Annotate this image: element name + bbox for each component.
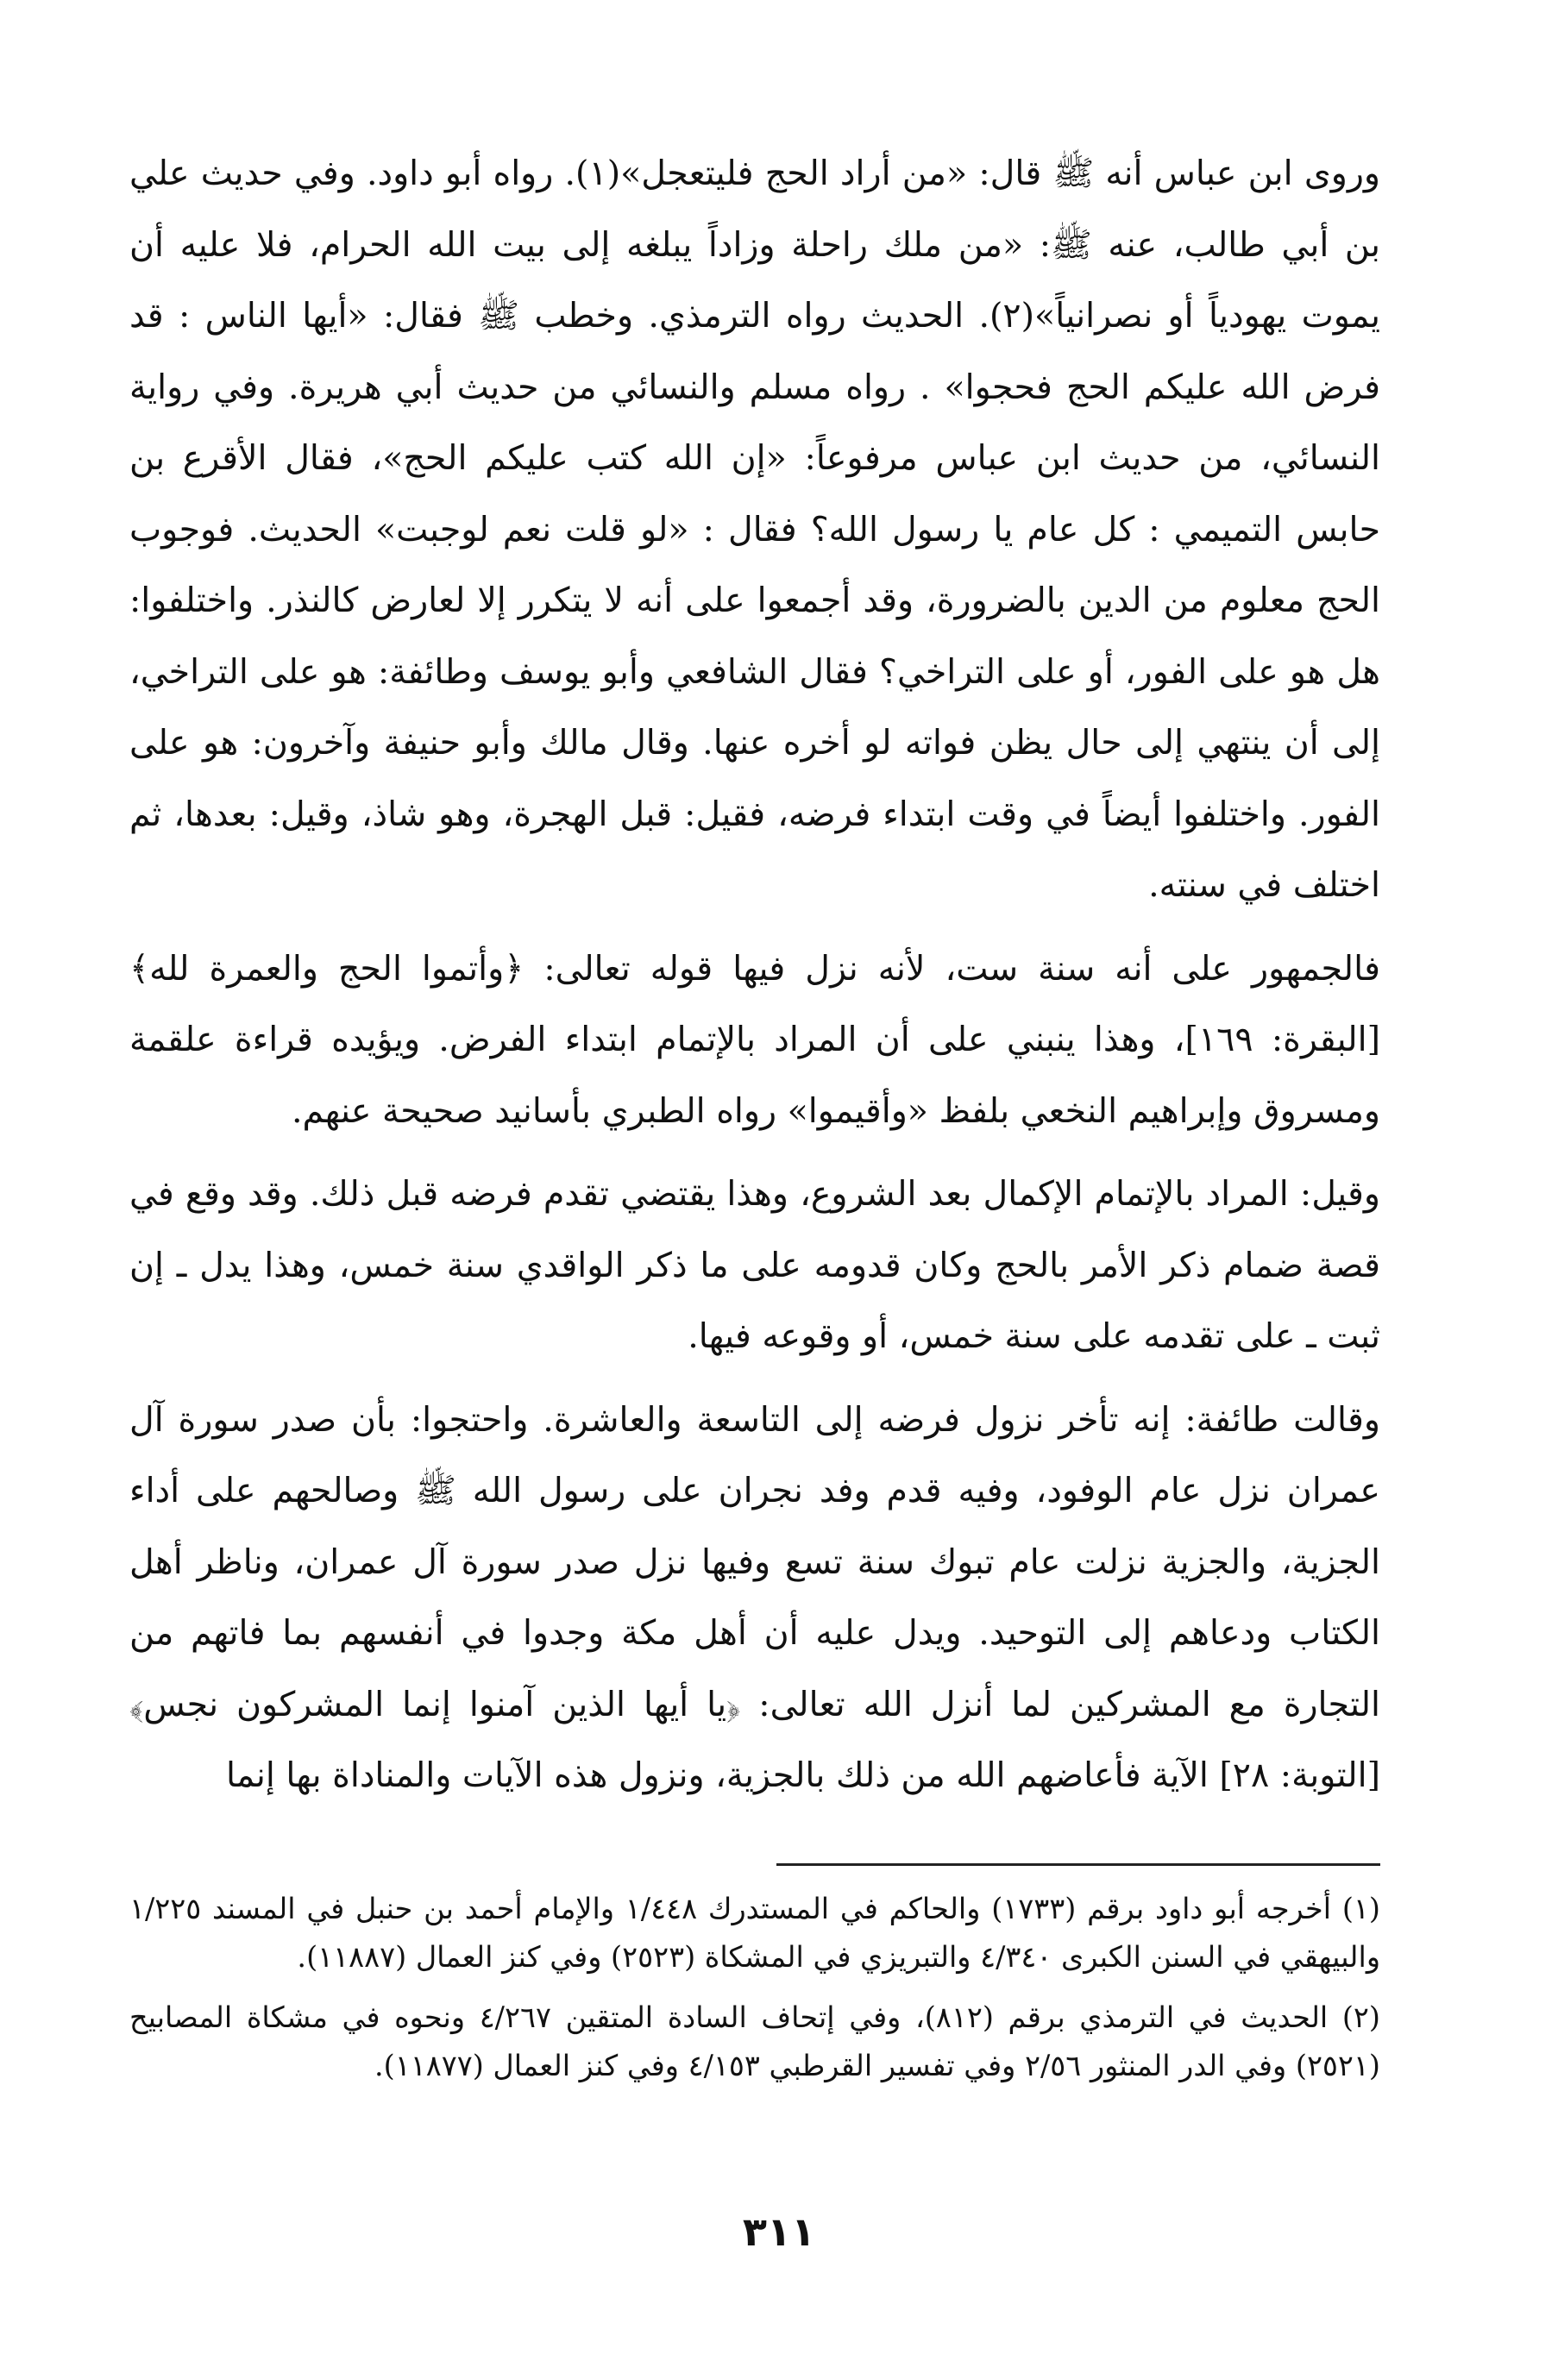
footnote-1: (١) أخرجه أبو داود برقم (١٧٣٣) والحاكم في المستدرك ١/٤٤٨ والإمام أحمد بن حنبل في المسند ١/٢٢٥ والبيهقي في السنن الكبرى ٤/٣٤٠ والتبريزي في المشكاة (٢٥٢٣) وفي كنز العمال (١١٨٨٧). (129, 1892, 1380, 1974)
paragraph-1: وروى ابن عباس أنه ﷺ قال: «من أراد الحج فليتعجل»(١). رواه أبو داود. وفي حديث علي بن أبي طالب، عنه ﷺ: «من ملك راحلة وزاداً يبلغه إلى بيت الله الحرام، فلا عليه أن يموت يهودياً أو نصرانياً»(٢). الحديث رواه الترمذي. وخطب ﷺ فقال: «أيها الناس : قد فرض الله عليكم الحج فحجوا» . رواه مسلم والنسائي من حديث أبي هريرة. وفي رواية النسائي، من حديث ابن عباس مرفوعاً: «إن الله كتب عليكم الحج»، فقال الأقرع بن حابس التميمي : كل عام يا رسول الله؟ فقال : «لو قلت نعم لوجبت» الحديث. فوجوب الحج معلوم من الدين بالضرورة، وقد أجمعوا على أنه لا يتكرر إلا لعارض كالنذر. واختلفوا: هل هو على الفور، أو على التراخي؟ فقال الشافعي وأبو يوسف وطائفة: هو على التراخي، إلى أن ينتهي إلى حال يظن فواته لو أخره عنها. وقال مالك وأبو حنيفة وآخرون: هو على الفور. واختلفوا أيضاً في وقت ابتداء فرضه، فقيل: قبل الهجرة، وهو شاذ، وقيل: بعدها، ثم اختلف في سنته. (129, 154, 1380, 905)
footnote-2: (٢) الحديث في الترمذي برقم (٨١٢)، وفي إتحاف السادة المتقين ٤/٢٦٧ ونحوه في مشكاة المصابيح (٢٥٢١) وفي الدر المنثور ٢/٥٦ وفي تفسير القرطبي ٤/١٥٣ وفي كنز العمال (١١٨٧٧). (129, 2000, 1380, 2082)
page-number: ٣١١ (742, 2208, 816, 2255)
footnote-separator (776, 1863, 1380, 1866)
footnotes (129, 1885, 1380, 2102)
paragraph-3: وقيل: المراد بالإتمام الإكمال بعد الشروع، وهذا يقتضي تقدم فرضه قبل ذلك. وقد وقع في قصة ضمام ذكر الأمر بالحج وكان قدومه على ما ذكر الواقدي سنة خمس، وهذا يدل ـ إن ثبت ـ على تقدمه على سنة خمس، أو وقوعه فيها. (129, 1174, 1380, 1356)
paragraph-4: وقالت طائفة: إنه تأخر نزول فرضه إلى التاسعة والعاشرة. واحتجوا: بأن صدر سورة آل عمران نزل عام الوفود، وفيه قدم وفد نجران على رسول الله ﷺ وصالحهم على أداء الجزية، والجزية نزلت عام تبوك سنة تسع وفيها نزل صدر سورة آل عمران، وناظر أهل الكتاب ودعاهم إلى التوحيد. ويدل عليه أن أهل مكة وجدوا في أنفسهم بما فاتهم من التجارة مع المشركين لما أنزل الله تعالى: ﴿يا أيها الذين آمنوا إنما المشركون نجس﴾ [التوبة: ٢٨] الآية فأعاضهم الله من ذلك بالجزية، ونزول هذه الآيات والمناداة بها إنما (129, 1399, 1380, 1795)
paragraph-2: فالجمهور على أنه سنة ست، لأنه نزل فيها قوله تعالى: ﴿وأتموا الحج والعمرة لله﴾ [البقرة: ١٦٩]، وهذا ينبني على أن المراد بالإتمام ابتداء الفرض. ويؤيده قراءة علقمة ومسروق وإبراهيم النخعي بلفظ «وأقيموا» رواه الطبري بأسانيد صحيحة عنهم. (129, 948, 1380, 1131)
main-text (129, 138, 1380, 1824)
